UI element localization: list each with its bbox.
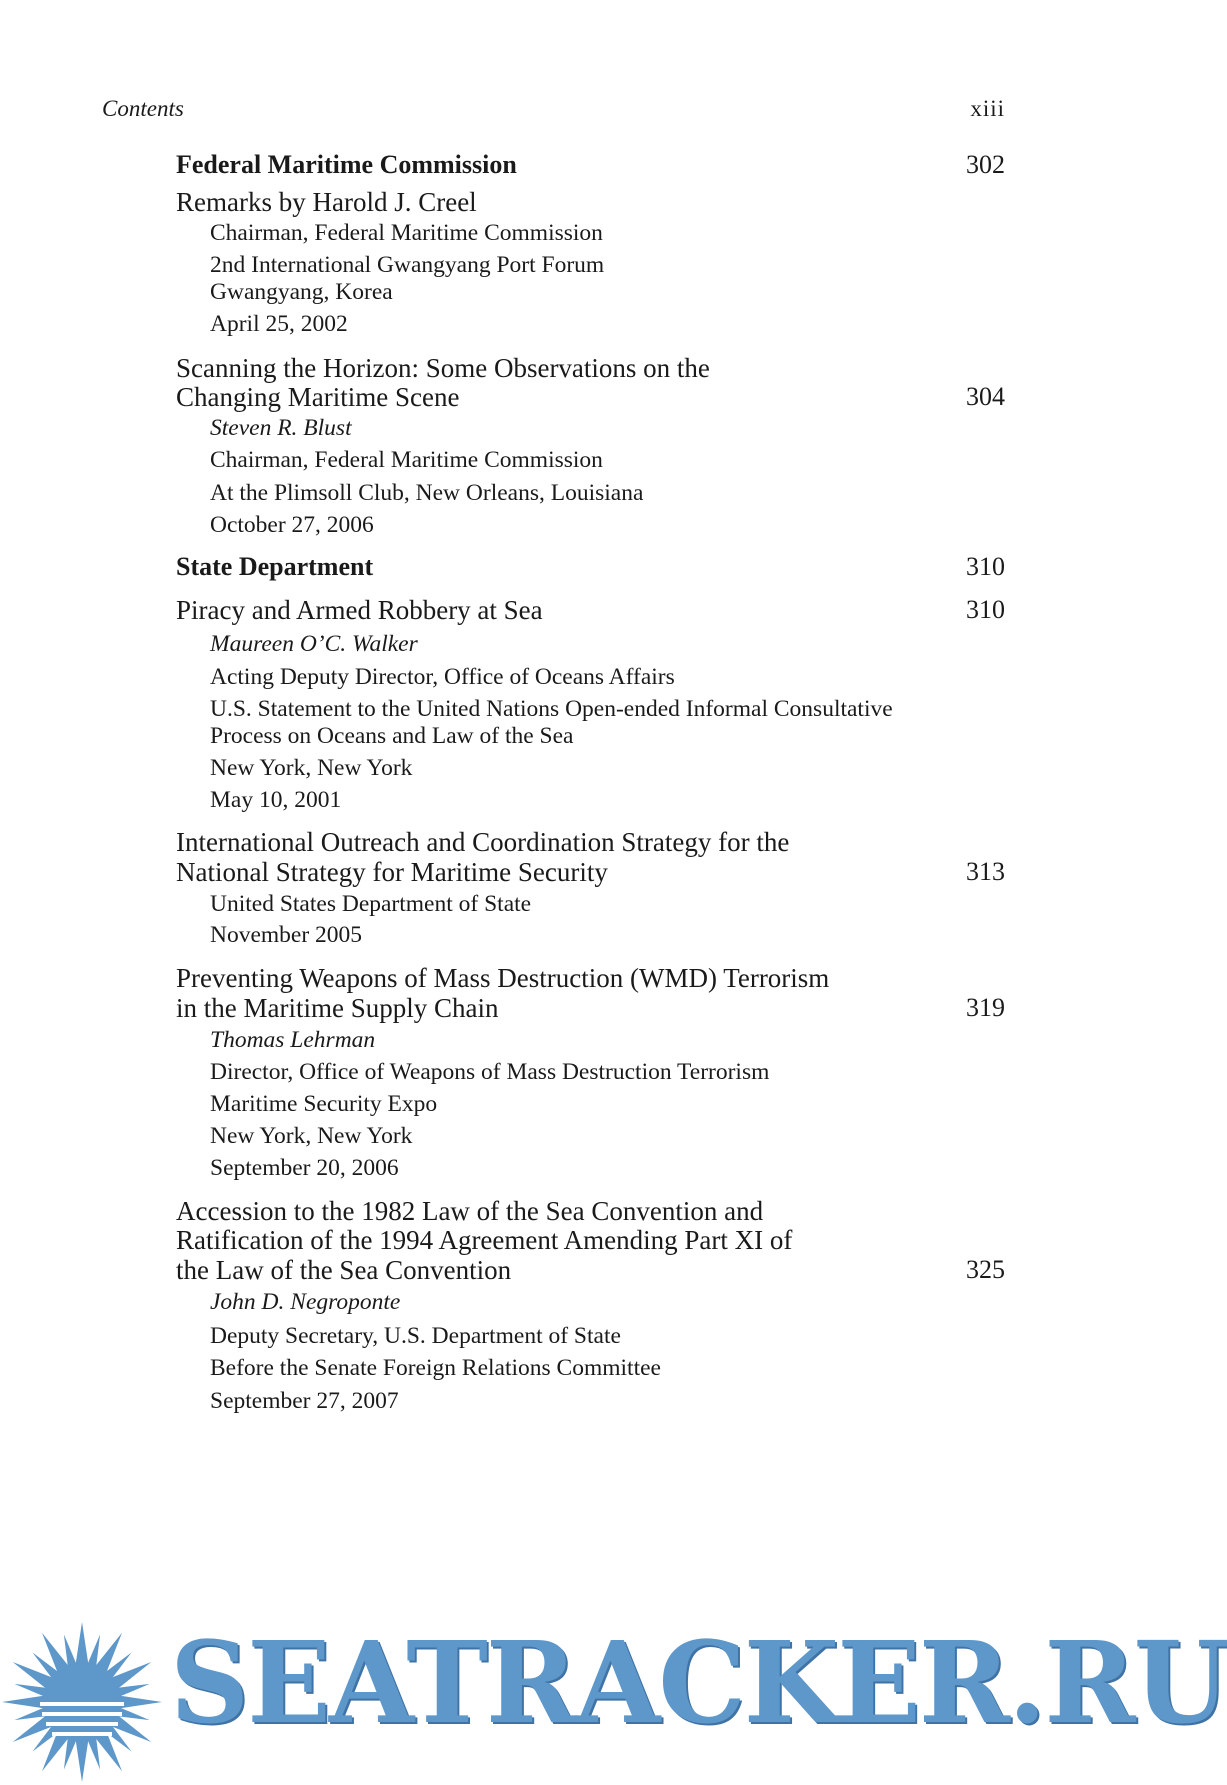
entry-detail-line: United States Department of State xyxy=(210,891,532,917)
toc-page-number: 319 xyxy=(966,993,1005,1022)
entry-title-line: the Law of the Sea Convention xyxy=(176,1255,512,1285)
entry-title-line: Ratification of the 1994 Agreement Amending Part XI of xyxy=(176,1225,793,1255)
entry-author: Maureen O’C. Walker xyxy=(210,631,418,657)
entry-title-line: Preventing Weapons of Mass Destruction (WMD) Terrorism xyxy=(176,963,830,993)
entry-author: Thomas Lehrman xyxy=(210,1027,376,1053)
entry-author: Steven R. Blust xyxy=(210,415,352,441)
entry-detail-line: Before the Senate Foreign Relations Committee xyxy=(210,1355,661,1381)
entry-detail-line: New York, New York xyxy=(210,755,413,781)
entry-detail-line: Gwangyang, Korea xyxy=(210,279,393,305)
toc-entry-title[interactable] xyxy=(176,353,1005,384)
entry-detail-line: At the Plimsoll Club, New Orleans, Louisiana xyxy=(210,480,644,506)
entry-detail-line: Acting Deputy Director, Office of Oceans Affairs xyxy=(210,664,675,690)
section-heading-text: Federal Maritime Commission xyxy=(176,150,517,179)
entry-title-line: Scanning the Horizon: Some Observations on the xyxy=(176,353,710,383)
toc-page-number: 310 xyxy=(966,552,1005,581)
toc-page-number: 325 xyxy=(966,1255,1005,1284)
entry-detail-line: September 27, 2007 xyxy=(210,1388,399,1414)
entry-title-line: Remarks by Harold J. Creel xyxy=(176,187,477,217)
watermark xyxy=(0,1618,1227,1785)
entry-detail-line: November 2005 xyxy=(210,922,363,948)
toc-entry-title[interactable] xyxy=(176,857,1005,888)
entry-detail-line: April 25, 2002 xyxy=(210,311,348,337)
entry-title-line: Piracy and Armed Robbery at Sea xyxy=(176,595,543,625)
entry-detail-line: Director, Office of Weapons of Mass Destruction Terrorism xyxy=(210,1059,770,1085)
entry-title-line: National Strategy for Maritime Security xyxy=(176,857,608,887)
sun-icon xyxy=(0,1620,165,1785)
watermark-text: SEATRACKER.RU xyxy=(170,1618,1227,1749)
entry-detail-line: U.S. Statement to the United Nations Open-ended Informal Consultative xyxy=(210,696,893,722)
toc-entry-title[interactable] xyxy=(176,595,1005,626)
toc-entry-title[interactable] xyxy=(176,827,1005,858)
running-head-section: Contents xyxy=(102,96,184,121)
toc-entry-title[interactable] xyxy=(176,382,1005,413)
entry-detail-line: New York, New York xyxy=(210,1123,413,1149)
toc-entry-title[interactable] xyxy=(176,993,1005,1024)
toc-page-number: 313 xyxy=(966,857,1005,886)
entry-detail-line: May 10, 2001 xyxy=(210,787,342,813)
toc-page-number: 304 xyxy=(966,382,1005,411)
toc-page-number: 310 xyxy=(966,595,1005,624)
toc-entry-title[interactable] xyxy=(176,963,1005,994)
toc-entry-title[interactable] xyxy=(176,187,1005,218)
toc-entry-title[interactable] xyxy=(176,1255,1005,1286)
entry-detail-line: Deputy Secretary, U.S. Department of State xyxy=(210,1323,621,1349)
entry-title-line: Accession to the 1982 Law of the Sea Convention and xyxy=(176,1196,764,1226)
entry-detail-line: 2nd International Gwangyang Port Forum xyxy=(210,252,605,278)
entry-detail-line: Maritime Security Expo xyxy=(210,1091,438,1117)
entry-detail-line: Process on Oceans and Law of the Sea xyxy=(210,723,574,749)
toc-section-heading[interactable] xyxy=(176,552,1005,582)
toc-section-heading[interactable] xyxy=(176,150,1005,180)
toc-entry-title[interactable] xyxy=(176,1225,1005,1256)
entry-author: John D. Negroponte xyxy=(210,1289,401,1315)
table-of-contents xyxy=(176,0,1005,1600)
entry-title-line: Changing Maritime Scene xyxy=(176,382,460,412)
entry-title-line: in the Maritime Supply Chain xyxy=(176,993,499,1023)
toc-page-number: 302 xyxy=(966,150,1005,179)
entry-detail-line: September 20, 2006 xyxy=(210,1155,399,1181)
toc-entry-title[interactable] xyxy=(176,1196,1005,1227)
entry-detail-line: October 27, 2006 xyxy=(210,512,374,538)
page-number: xiii xyxy=(970,96,1005,121)
entry-title-line: International Outreach and Coordination Strategy for the xyxy=(176,827,790,857)
entry-detail-line: Chairman, Federal Maritime Commission xyxy=(210,220,603,246)
section-heading-text: State Department xyxy=(176,552,374,581)
entry-detail-line: Chairman, Federal Maritime Commission xyxy=(210,447,603,473)
